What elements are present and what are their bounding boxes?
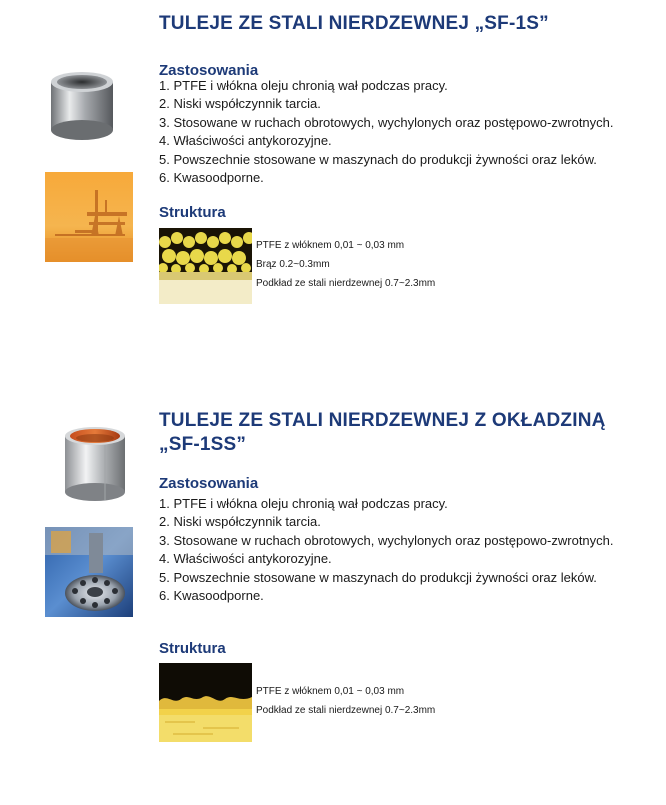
- layer-label: PTFE z włóknem 0,01 ~ 0,03 mm: [256, 240, 405, 251]
- list-item: 1. PTFE i włókna oleju chronią wał podczas pracy.: [159, 78, 448, 93]
- applications-heading: Zastosowania: [159, 475, 259, 492]
- list-item: 4. Właściwości antykorozyjne.: [159, 133, 332, 149]
- layer-list: [256, 236, 435, 293]
- structure-heading: Struktura: [159, 640, 226, 657]
- oil-platform-photo: [45, 172, 133, 262]
- list-item: 3. Stosowane w ruchach obrotowych, wychylonych oraz postępowo-zwrotnych.: [159, 114, 614, 130]
- product-title-line: „SF-1SS”: [159, 434, 247, 455]
- list-item: 2. Niski współczynnik tarcia.: [159, 96, 321, 112]
- applications-heading: Zastosowania: [159, 62, 259, 79]
- structure-cross-section-image: [159, 663, 252, 742]
- list-item: 5. Powszechnie stosowane w maszynach do produkcji żywności oraz leków.: [159, 569, 597, 585]
- list-item: 3. Stosowane w ruchach obrotowych, wychylonych oraz postępowo-zwrotnych.: [159, 532, 614, 548]
- layer-label: PTFE z włóknem 0,01 ~ 0,03 mm: [256, 686, 405, 697]
- list-item: 2. Niski współczynnik tarcia.: [159, 514, 321, 530]
- product-title-line: TULEJE ZE STALI NIERDZEWNEJ Z OKŁADZINĄ: [159, 410, 606, 431]
- applications-list: [159, 495, 614, 605]
- stainless-bushing-icon: [45, 60, 133, 148]
- product-title-line: TULEJE ZE STALI NIERDZEWNEJ „SF-1S”: [159, 13, 549, 34]
- layer-label: Podkład ze stali nierdzewnej 0.7~2.3mm: [256, 278, 436, 289]
- list-item: 4. Właściwości antykorozyjne.: [159, 551, 332, 567]
- list-item: 6. Kwasoodporne.: [159, 588, 264, 604]
- applications-list: [159, 77, 614, 187]
- lined-bushing-icon: [45, 412, 133, 508]
- machinery-photo: [45, 527, 133, 617]
- product-title: [159, 409, 606, 457]
- list-item: 6. Kwasoodporne.: [159, 170, 264, 186]
- product-title: [159, 12, 549, 36]
- list-item: 1. PTFE i włókna oleju chronią wał podczas pracy.: [159, 496, 448, 511]
- list-item: 5. Powszechnie stosowane w maszynach do produkcji żywności oraz leków.: [159, 151, 597, 167]
- structure-cross-section-image: [159, 228, 252, 304]
- layer-label: Podkład ze stali nierdzewnej 0.7~2.3mm: [256, 705, 436, 716]
- structure-heading: Struktura: [159, 204, 226, 221]
- layer-list: [256, 682, 435, 720]
- layer-label: Brąz 0.2~0.3mm: [256, 259, 330, 270]
